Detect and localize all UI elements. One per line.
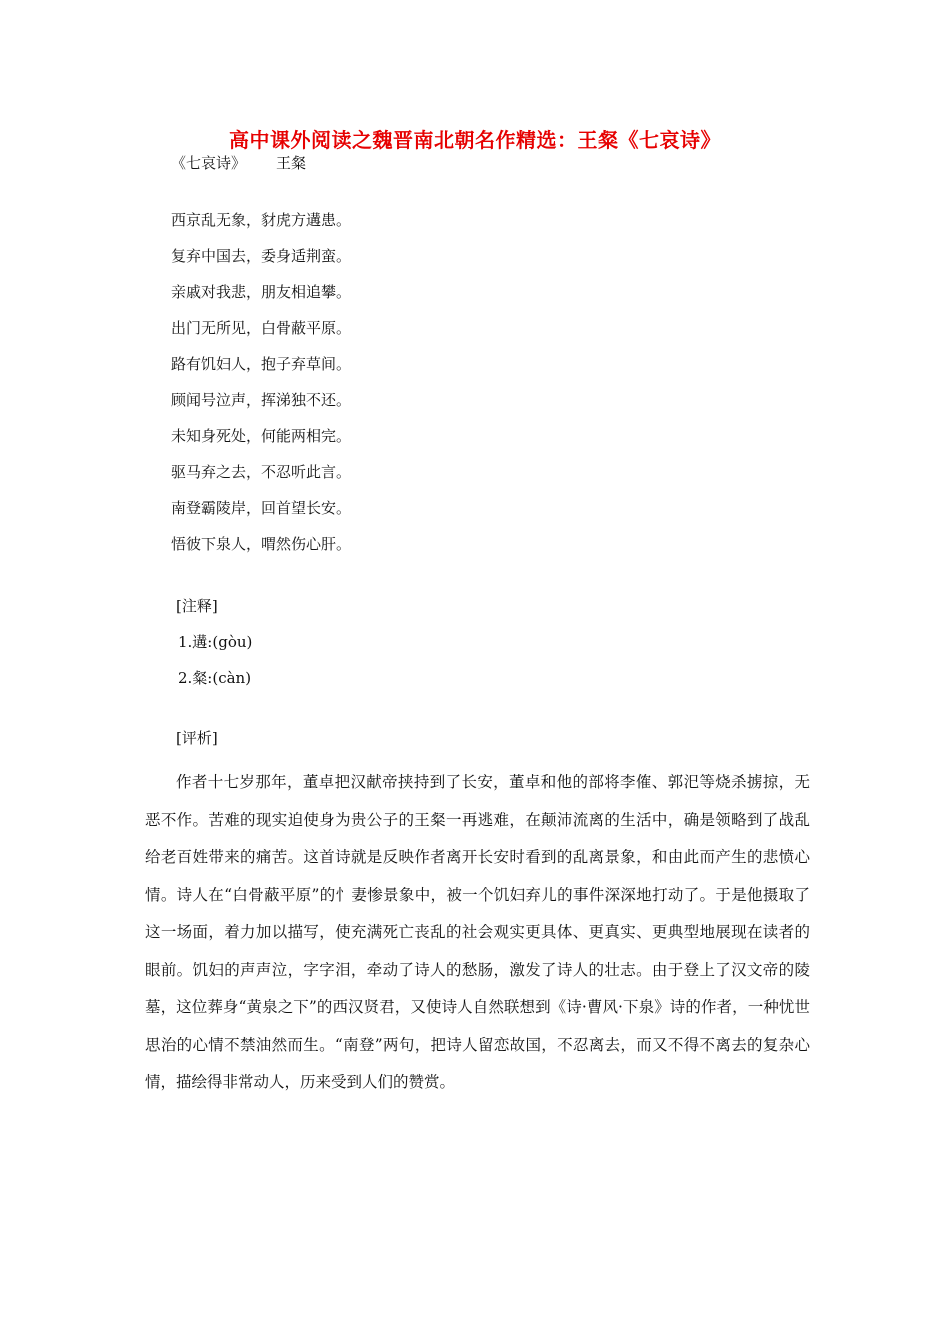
note-item: 2.粲:(càn) bbox=[178, 669, 252, 687]
poem-author: 王粲 bbox=[276, 154, 307, 172]
poem-line: 西京乱无象，豺虎方遘患。 bbox=[171, 211, 352, 229]
poem-line: 悟彼下泉人，喟然伤心肝。 bbox=[171, 535, 352, 553]
analysis-paragraph: 作者十七岁那年，董卓把汉献帝挟持到了长安，董卓和他的部将李傕、郭汜等烧杀掳掠，无恶不作。苦难的现实迫使身为贵公子的王粲一再逃难，在颠沛流离的生活中，确是领略到了战乱给老百姓带来的痛苦。这首诗就是反映作者离开长安时看到的乱离景象，和由此而产生的悲愤心情。诗人在“白骨蔽平原”的忄妻惨景象中，被一个饥妇弃儿的事件深深地打动了。于是他摄取了这一场面，着力加以描写，使充满死亡丧乱的社会观实更具体、更真实、更典型地展现在读者的眼前。饥妇的声声泣，字字泪，牵动了诗人的愁肠，激发了诗人的壮志。由于登上了汉文帝的陵墓，这位葬身“黄泉之下”的西汉贤君，又使诗人自然联想到《诗·曹风·下泉》诗的作者，一种忧世思治的心情不禁油然而生。“南登”两句，把诗人留恋故国，不忍离去，而又不得不离去的复杂心情，描绘得非常动人，历来受到人们的赞赏。 bbox=[145, 773, 810, 1091]
poem-line: 南登霸陵岸，回首望长安。 bbox=[171, 499, 352, 517]
poem-lines bbox=[171, 209, 351, 569]
poem-line: 路有饥妇人，抱子弃草间。 bbox=[171, 355, 352, 373]
notes-heading: [注释] bbox=[176, 597, 218, 615]
poem-line: 顾闻号泣声，挥涕独不还。 bbox=[171, 391, 352, 409]
poem-heading bbox=[171, 152, 306, 173]
poem-line: 驱马弃之去，不忍听此言。 bbox=[171, 463, 352, 481]
poem-line: 亲戚对我悲，朋友相追攀。 bbox=[171, 283, 352, 301]
analysis-heading: [评析] bbox=[176, 729, 218, 747]
poem-line: 出门无所见，白骨蔽平原。 bbox=[171, 319, 352, 337]
document-title: 高中课外阅读之魏晋南北朝名作精选：王粲《七哀诗》 bbox=[229, 128, 721, 152]
poem-line: 复弃中国去，委身适荆蛮。 bbox=[171, 247, 352, 265]
notes-list bbox=[178, 631, 252, 703]
note-item: 1.遘:(gòu) bbox=[178, 633, 253, 651]
poem-line: 未知身死处，何能两相完。 bbox=[171, 427, 352, 445]
poem-title: 《七哀诗》 bbox=[171, 154, 247, 172]
